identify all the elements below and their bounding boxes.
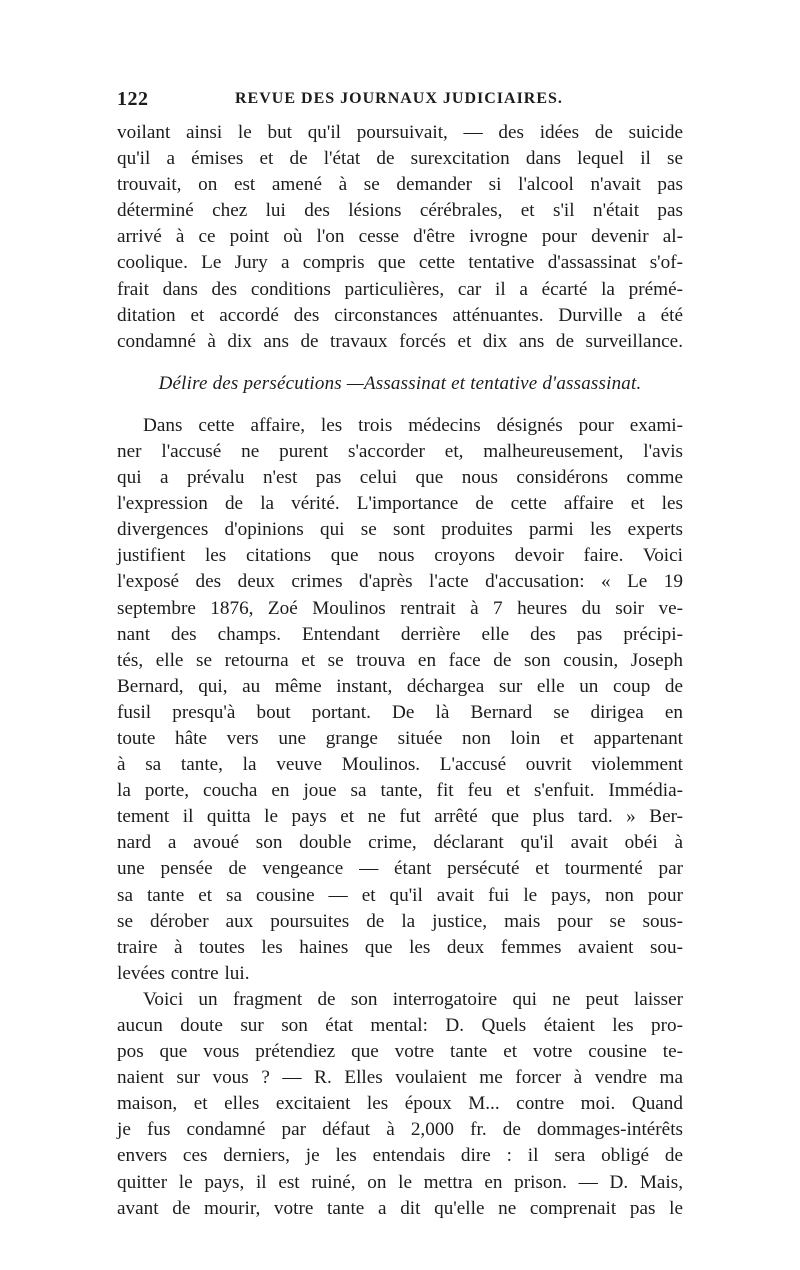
text-line: naient sur vous ? — R. Elles voulaient me forcer à vendre ma xyxy=(117,1067,683,1089)
text-line: condamné à dix ans de travaux forcés et dix ans de surveillance. xyxy=(117,330,683,352)
text-line: Voici un fragment de son interrogatoire qui ne peut laisser xyxy=(143,988,683,1010)
paragraph-1 xyxy=(117,120,683,355)
text-line: maison, et elles excitaient les époux M... contre moi. Quand xyxy=(117,1093,683,1115)
text-line: Bernard, qui, au même instant, déchargea sur elle un coup de xyxy=(117,675,683,697)
text-line: toute hâte vers une grange située non loin et appartenant xyxy=(117,727,683,749)
text-line: justifient les citations que nous croyons devoir faire. Voici xyxy=(117,545,683,567)
text-line: trouvait, on est amené à se demander si l'alcool n'avait pas xyxy=(117,174,683,196)
running-header xyxy=(117,88,683,114)
text-line: voilant ainsi le but qu'il poursuivait, — des idées de suicide xyxy=(117,122,683,143)
paragraph-2 xyxy=(117,413,683,987)
paragraph-3 xyxy=(117,987,683,1222)
text-line: quitter le pays, il est ruiné, on le mettra en prison. — D. Mais, xyxy=(117,1171,683,1193)
text-line: une pensée de vengeance — étant persécuté et tourmenté par xyxy=(117,858,683,880)
page-number: 122 xyxy=(117,88,149,110)
text-line: frait dans des conditions particulières, car il a écarté la prémé- xyxy=(117,278,683,300)
text-line: septembre 1876, Zoé Moulinos rentrait à 7 heures du soir ve- xyxy=(117,597,683,619)
text-line: à sa tante, la veuve Moulinos. L'accusé ouvrit violemment xyxy=(117,754,683,776)
text-line: fusil presqu'à bout portant. De là Bernard se dirigea en xyxy=(117,701,683,723)
text-line: traire à toutes les haines que les deux femmes avaient sou- xyxy=(117,936,683,958)
text-line: Dans cette affaire, les trois médecins désignés pour exami- xyxy=(143,414,683,436)
text-line: pos que vous prétendiez que votre tante et votre cousine te- xyxy=(117,1041,683,1063)
text-line: l'exposé des deux crimes d'après l'acte d'accusation: « Le 19 xyxy=(117,571,683,593)
text-line: levées contre lui. xyxy=(117,962,250,984)
text-line: je fus condamné par défaut à 2,000 fr. de dommages-intérêts xyxy=(117,1119,683,1141)
book-page xyxy=(117,88,683,1222)
text-line: sa tante et sa cousine — et qu'il avait fui le pays, non pour xyxy=(117,884,683,906)
text-line: l'expression de la vérité. L'importance de cette affaire et les xyxy=(117,493,683,515)
text-line: qu'il a émises et de l'état de surexcitation dans lequel il se xyxy=(117,148,683,170)
text-line: coolique. Le Jury a compris que cette tentative d'assassinat s'of- xyxy=(117,252,683,274)
text-line: tement il quitta le pays et ne fut arrêté que plus tard. » Ber- xyxy=(117,806,683,828)
text-line: envers ces derniers, je les entendais dire : il sera obligé de xyxy=(117,1145,683,1167)
text-line: aucun doute sur son état mental: D. Quels étaient les pro- xyxy=(117,1015,683,1036)
text-line: ner l'accusé ne purent s'accorder et, malheureusement, l'avis xyxy=(117,440,683,462)
text-line: divergences d'opinions qui se sont produites parmi les experts xyxy=(117,519,683,541)
text-line: nard a avoué son double crime, déclarant qu'il avait obéi à xyxy=(117,832,683,854)
text-line: arrivé à ce point où l'on cesse d'être ivrogne pour devenir al- xyxy=(117,226,683,248)
section-title: Délire des persécutions —Assassinat et tentative d'assassinat. xyxy=(158,372,642,394)
text-line: se dérober aux poursuites de la justice, mais pour se sous- xyxy=(117,910,683,932)
text-line: avant de mourir, votre tante a dit qu'elle ne comprenait pas le xyxy=(117,1197,683,1219)
text-line: déterminé chez lui des lésions cérébrales, et s'il n'était pas xyxy=(117,200,683,222)
text-line: ditation et accordé des circonstances atténuantes. Durville a été xyxy=(117,304,683,326)
text-line: nant des champs. Entendant derrière elle des pas précipi- xyxy=(117,623,683,645)
text-line: qui a prévalu n'est pas celui que nous considérons comme xyxy=(117,467,683,489)
text-line: tés, elle se retourna et se trouva en face de son cousin, Joseph xyxy=(117,649,683,671)
running-title: REVUE DES JOURNAUX JUDICIAIRES. xyxy=(235,90,563,107)
text-line: la porte, coucha en joue sa tante, fit feu et s'enfuit. Immédia- xyxy=(117,780,683,802)
